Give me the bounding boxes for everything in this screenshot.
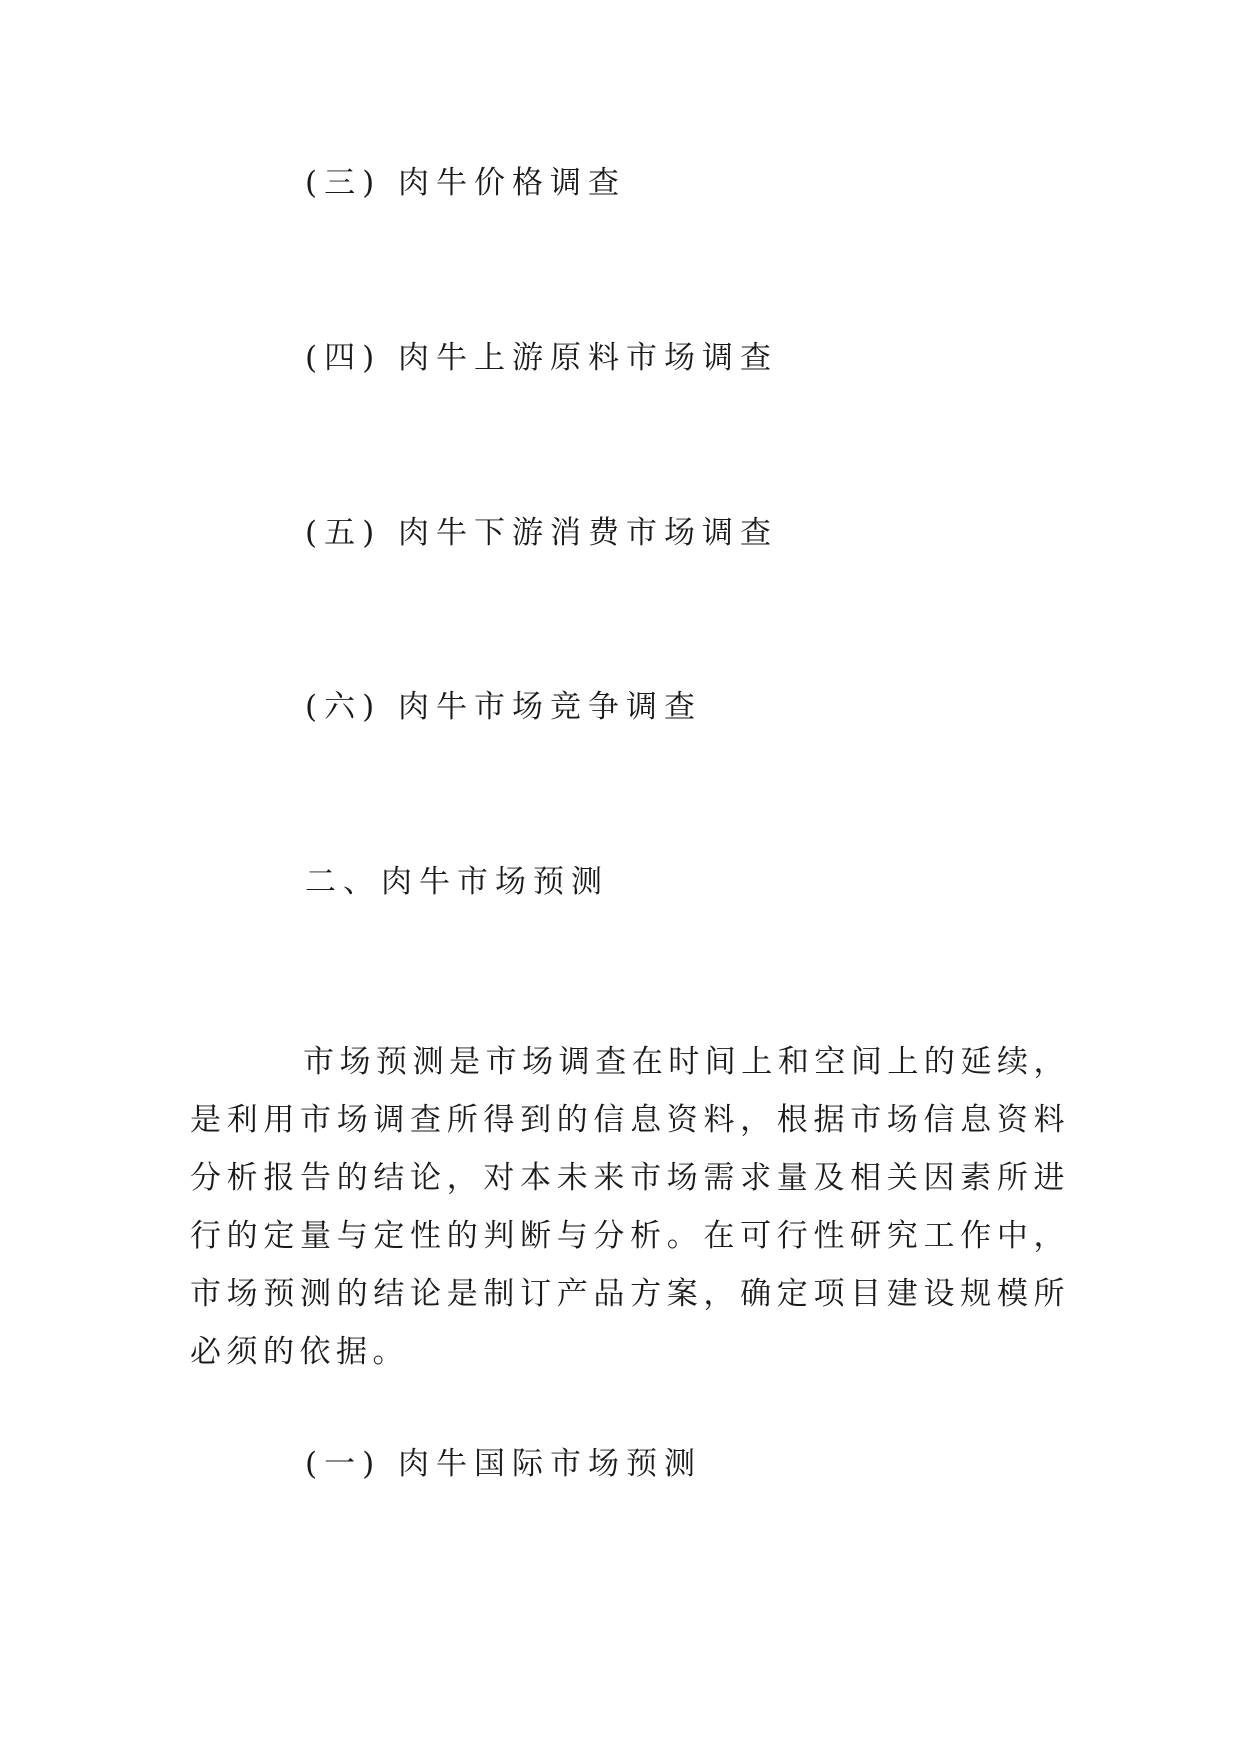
heading-upstream-survey: (四) 肉牛上游原料市场调查 (305, 340, 779, 376)
heading-downstream-survey: (五) 肉牛下游消费市场调查 (305, 515, 779, 551)
body-paragraph: 市场预测是市场调查在时间上和空间上的延续，是利用市场调查所得到的信息资料，根据市场信息资料分析报告的结论，对本未来市场需求量及相关因素所进行的定量与定性的判断与分析。在可行性研究工作中，市场预测的结论是制订产品方案，确定项目建设规模所必须的依据。 (190, 1044, 1070, 1370)
heading-international-forecast: (一) 肉牛国际市场预测 (305, 1446, 703, 1482)
section-heading-forecast: 二、肉牛市场预测 (305, 864, 609, 900)
heading-competition-survey: (六) 肉牛市场竞争调查 (305, 689, 703, 725)
heading-price-survey: (三) 肉牛价格调查 (305, 165, 627, 201)
